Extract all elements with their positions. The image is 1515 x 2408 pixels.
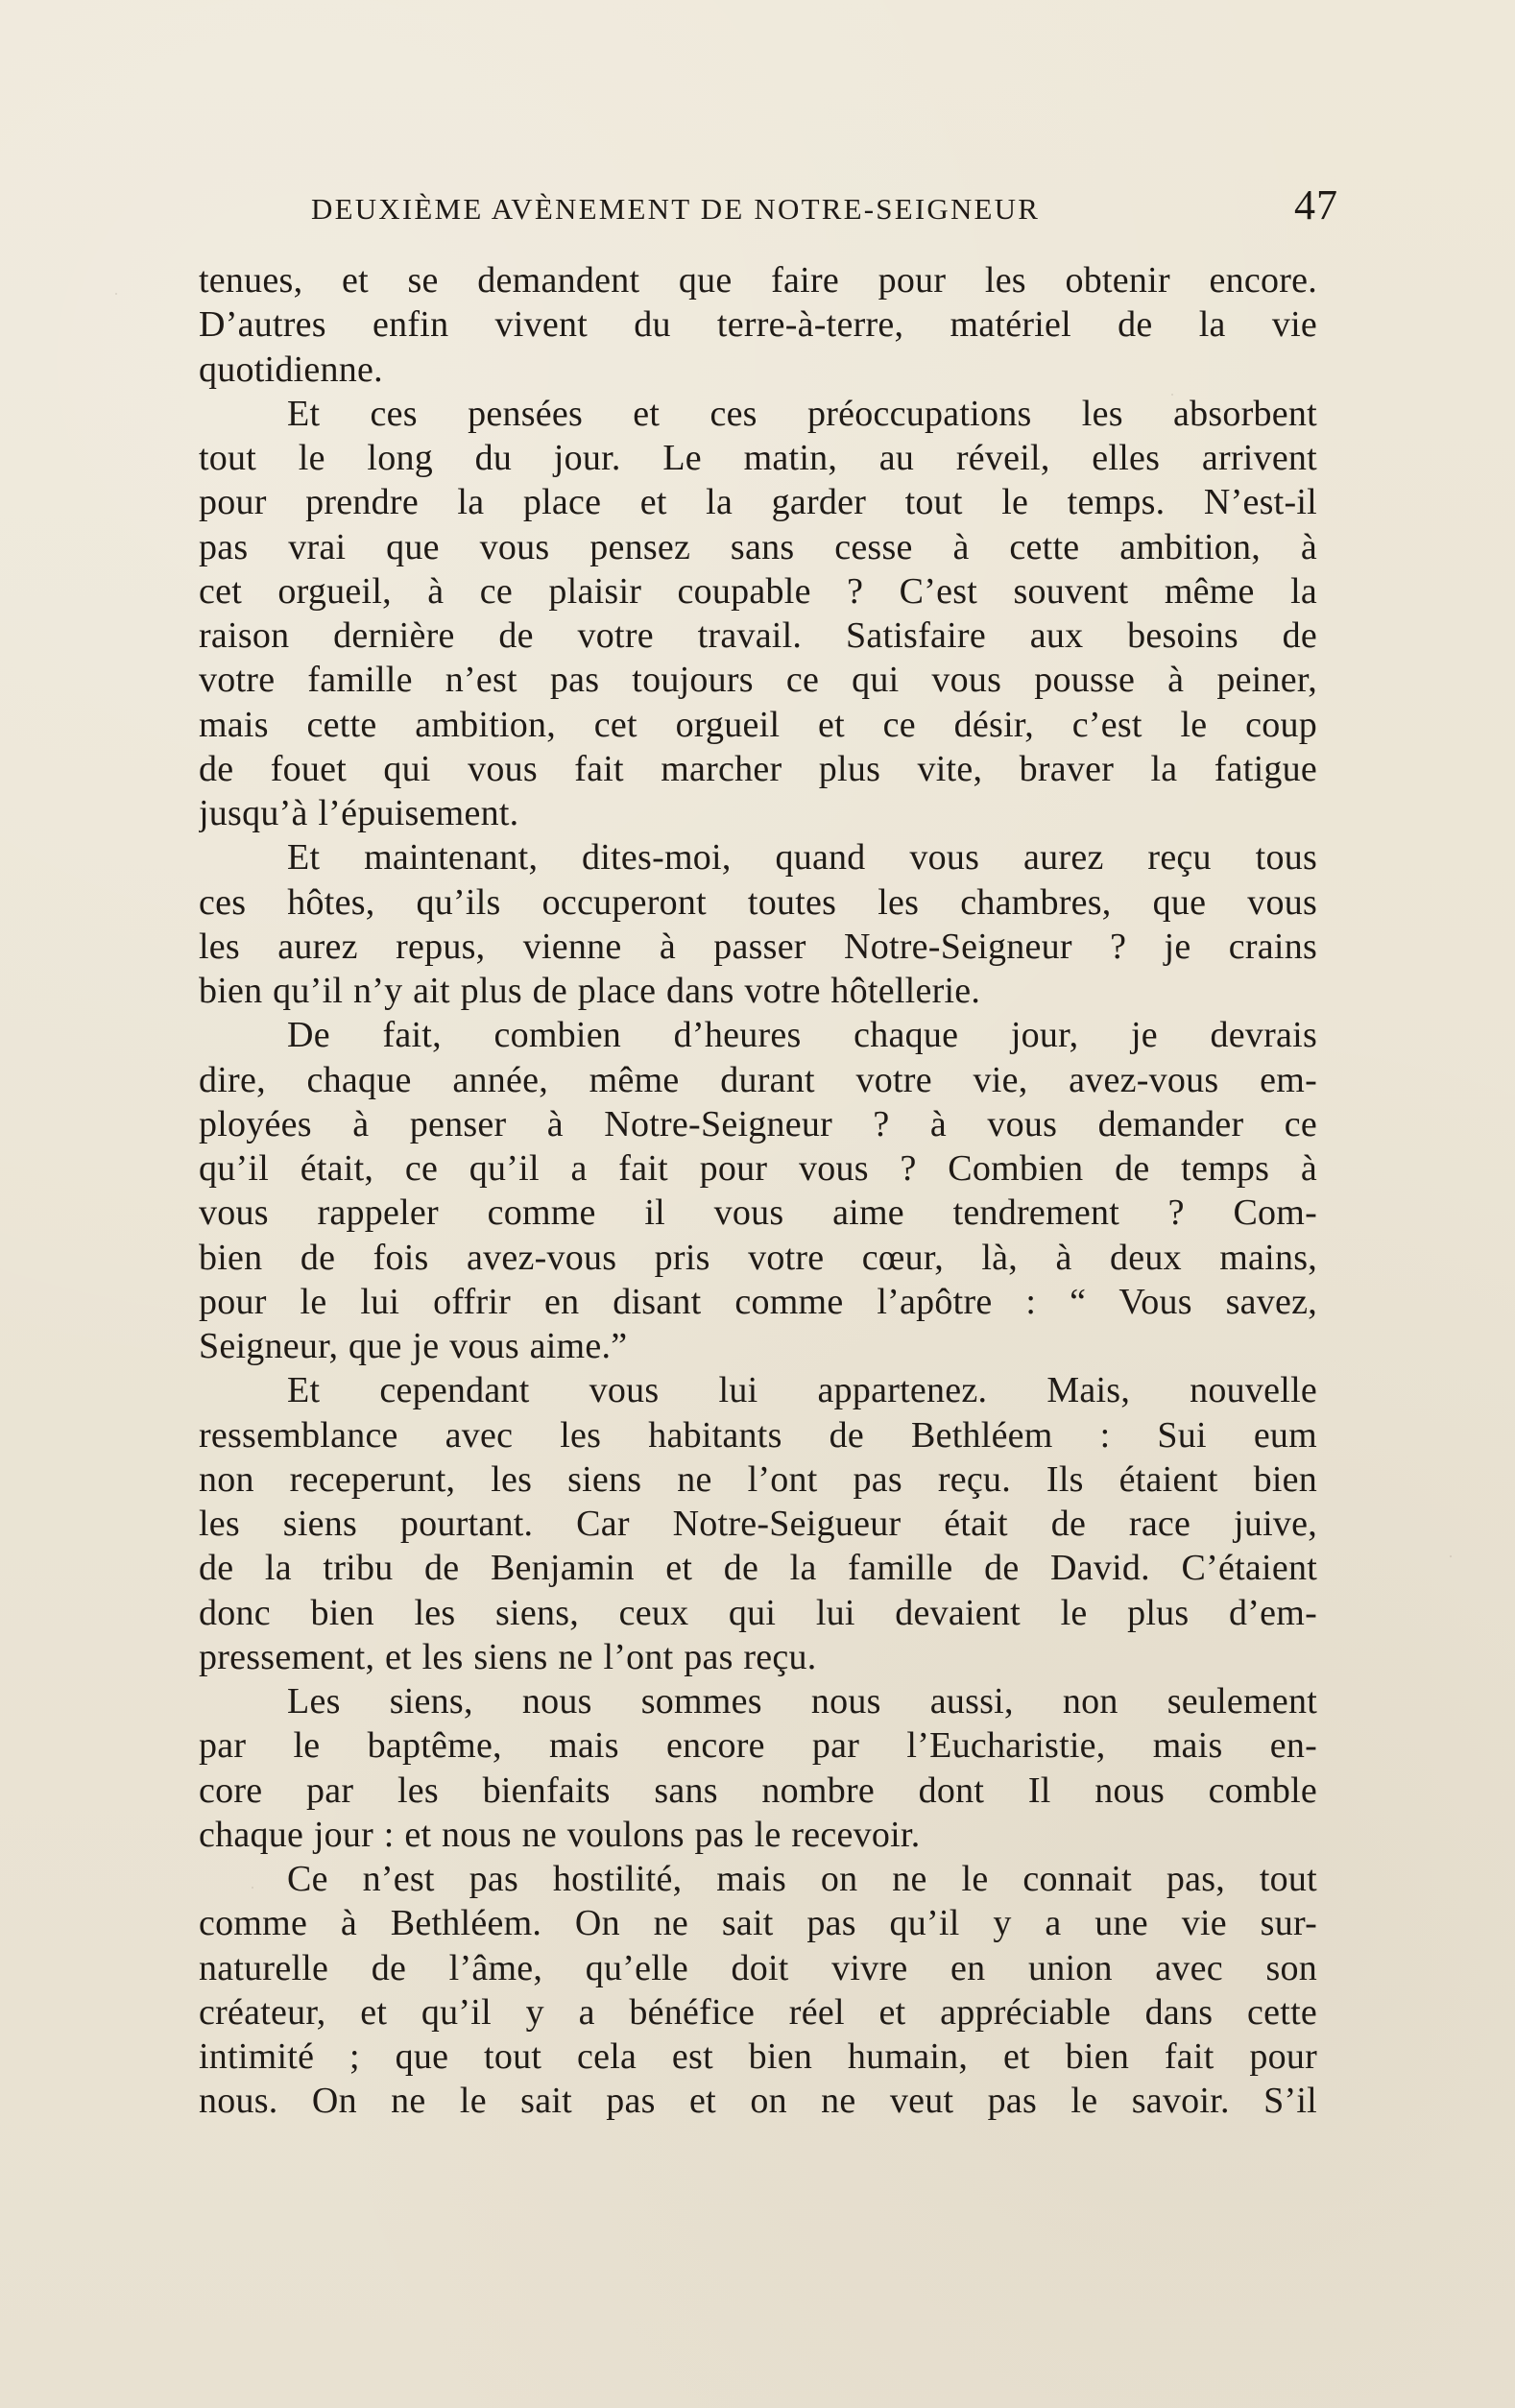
text-line: pour le lui offrir en disant comme l’apôtre : “ Vous savez, [199, 1281, 1317, 1322]
text-line: de la tribu de Benjamin et de la famille de David. C’étaient [199, 1548, 1317, 1589]
text-line: jusqu’à l’épuisement. [199, 793, 519, 833]
text-line: les siens pourtant. Car Notre-Seigueur était de race juive, [199, 1504, 1317, 1544]
text-line: les aurez repus, vienne à passer Notre-Seigneur ? je crains [199, 926, 1317, 967]
page-header [311, 181, 1338, 242]
text-line: mais cette ambition, cet orgueil et ce désir, c’est le coup [199, 704, 1317, 745]
paragraph-first-line: Et ces pensées et ces préoccupations les absorbent [287, 393, 1317, 434]
paragraph-first-line: Et maintenant, dites-moi, quand vous aurez reçu tous [287, 837, 1317, 879]
text-line: naturelle de l’âme, qu’elle doit vivre en union avec son [199, 1947, 1317, 1988]
text-line: core par les bienfaits sans nombre dont Il nous comble [199, 1770, 1317, 1811]
paragraph-first-line: Et cependant vous lui appartenez. Mais, nouvelle [287, 1370, 1317, 1411]
paragraph-first-line: De fait, combien d’heures chaque jour, je devrais [287, 1015, 1317, 1056]
text-line: par le baptême, mais encore par l’Eucharistie, mais en- [199, 1725, 1317, 1767]
text-line: tenues, et se demandent que faire pour les obtenir encore. [199, 260, 1317, 301]
text-line: qu’il était, ce qu’il a fait pour vous ? Combien de temps à [199, 1148, 1317, 1189]
text-line: ces hôtes, qu’ils occuperont toutes les chambres, que vous [199, 881, 1317, 923]
paper-speck [1450, 1555, 1452, 1557]
running-head: DEUXIÈME AVÈNEMENT DE NOTRE-SEIGNEUR [311, 192, 1041, 226]
paper-speck [115, 293, 117, 295]
text-line: donc bien les siens, ceux qui lui devaient le plus d’em- [199, 1592, 1317, 1633]
text-line: ressemblance avec les habitants de Bethléem : Sui eum [199, 1414, 1317, 1456]
body-text [199, 258, 1317, 2124]
text-line: tout le long du jour. Le matin, au réveil, elles arrivent [199, 438, 1317, 478]
text-line: Seigneur, que je vous aime.” [199, 1326, 628, 1366]
text-line: D’autres enfin vivent du terre-à-terre, matériel de la vie [199, 304, 1317, 346]
text-line: intimité ; que tout cela est bien humain, et bien fait pour [199, 2036, 1317, 2077]
text-line: bien qu’il n’y ait plus de place dans votre hôtellerie. [199, 971, 981, 1011]
text-line: pressement, et les siens ne l’ont pas reçu. [199, 1636, 817, 1677]
text-line: de fouet qui vous fait marcher plus vite, braver la fatigue [199, 748, 1317, 789]
text-line: ployées à penser à Notre-Seigneur ? à vous demander ce [199, 1103, 1317, 1144]
text-line: votre famille n’est pas toujours ce qui vous pousse à peiner, [199, 660, 1317, 701]
text-line: vous rappeler comme il vous aime tendrement ? Com- [199, 1192, 1317, 1234]
text-line: cet orgueil, à ce plaisir coupable ? C’est souvent même la [199, 570, 1317, 612]
paragraph-first-line: Les siens, nous sommes nous aussi, non seulement [287, 1681, 1317, 1722]
text-line: dire, chaque année, même durant votre vie, avez-vous em- [199, 1059, 1317, 1100]
page-number: 47 [1294, 181, 1338, 229]
paragraph-first-line: Ce n’est pas hostilité, mais on ne le connait pas, tout [287, 1859, 1317, 1899]
text-line: bien de fois avez-vous pris votre cœur, là, à deux mains, [199, 1237, 1317, 1278]
text-line: quotidienne. [199, 349, 383, 390]
text-line: créateur, et qu’il y a bénéfice réel et appréciable dans cette [199, 1991, 1317, 2033]
text-line: comme à Bethléem. On ne sait pas qu’il y a une vie sur- [199, 1903, 1317, 1944]
text-line: raison dernière de votre travail. Satisfaire aux besoins de [199, 615, 1317, 656]
text-line: non receperunt, les siens ne l’ont pas reçu. Ils étaient bien [199, 1458, 1317, 1500]
text-line: pas vrai que vous pensez sans cesse à cette ambition, à [199, 526, 1317, 567]
text-line: chaque jour : et nous ne voulons pas le recevoir. [199, 1814, 921, 1855]
text-line: nous. On ne le sait pas et on ne veut pas le savoir. S’il [199, 2081, 1317, 2122]
text-line: pour prendre la place et la garder tout le temps. N’est-il [199, 482, 1317, 523]
